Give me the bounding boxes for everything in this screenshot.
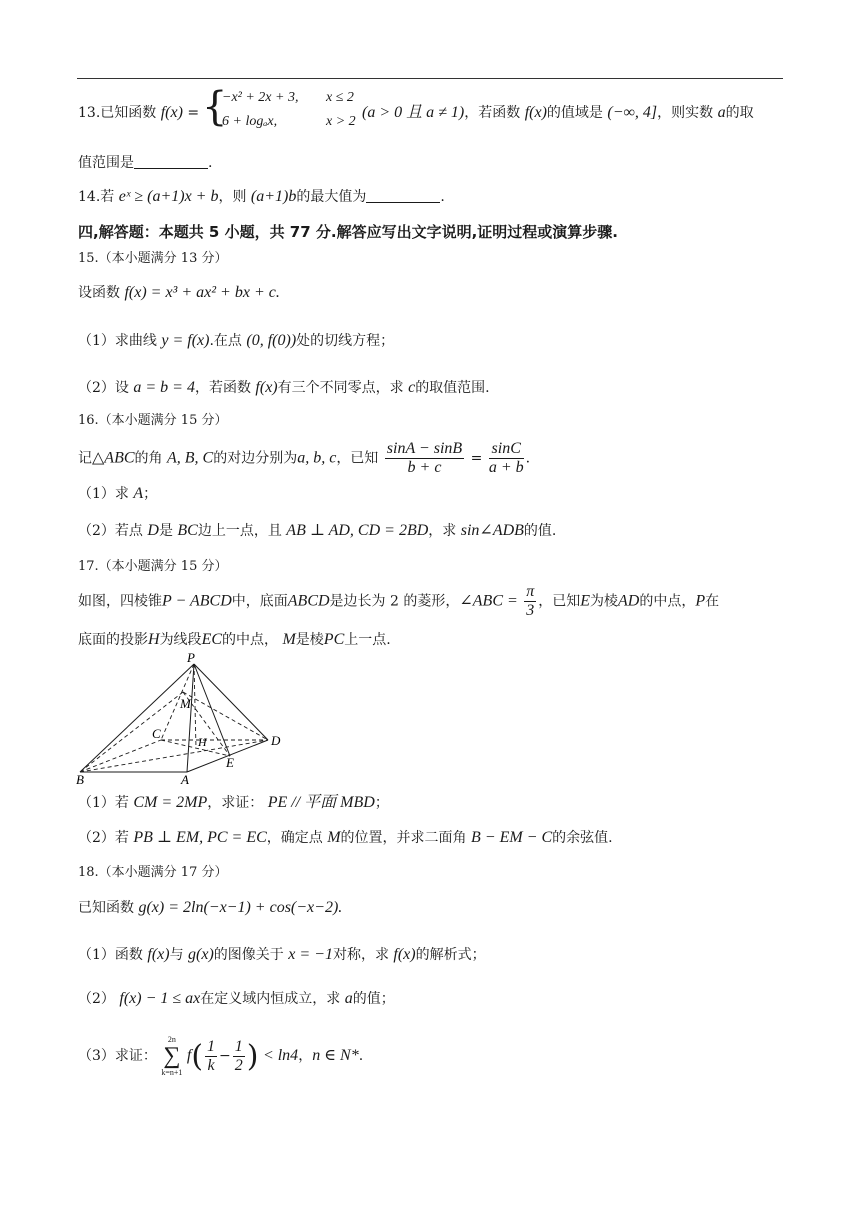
q15-p2-mid2: 有三个不同零点，求 [277, 380, 404, 396]
q15-stem-lead: 设函数 [78, 285, 120, 301]
q14-line [78, 187, 783, 207]
q14-tail: 的最大值为 [296, 189, 367, 205]
q17-stem-mid5: 的中点， [639, 593, 696, 610]
edge-PA [187, 664, 194, 772]
q18-stem-expr: g(x) = 2ln(−x−1) + cos(−x−2). [138, 899, 343, 916]
q17-three: 3 [526, 602, 535, 619]
q17-H: H [148, 631, 160, 648]
q16-stem-sides: a, b, c [297, 449, 337, 467]
q17-stem-angle: ∠ABC = [459, 592, 518, 610]
q13-a: a [717, 104, 726, 121]
q17-p2-lead: （2）若 [78, 830, 129, 846]
q16-head: 16.（本小题满分 15 分） [78, 413, 228, 428]
q13-lead: 13.已知函数 [78, 105, 157, 121]
sum-lower: k=n+1 [161, 1068, 183, 1077]
q16-part1 [78, 484, 783, 504]
q15-head: 15.（本小题满分 13 分） [78, 251, 228, 266]
q17-line2-mid2: 的中点， [222, 632, 279, 648]
q16-stem-lead: 记 [78, 450, 92, 467]
q17-stem-mid: 中，底面 [231, 593, 288, 610]
label-P: P [187, 652, 195, 665]
q16-stem-angles: A, B, C [166, 449, 214, 467]
q17-stem-line1 [78, 583, 783, 623]
q13-fx2: f(x) [524, 104, 547, 121]
sum-minus: − [219, 1048, 231, 1064]
q17-stem-base: ABCD [287, 592, 330, 610]
q14-lead: 14.若 [78, 189, 115, 205]
q16-eq: = [470, 450, 483, 467]
q15-p2-mid: ，若函数 [194, 380, 251, 396]
q16-frac1-num: sinA − sinB [386, 440, 463, 457]
q17-M: M [282, 631, 296, 648]
q15-p1-lead: （1）求曲线 [78, 333, 157, 349]
q16-p2-mid2: 边上一点，且 [197, 523, 282, 539]
q17-stem-mid3: ，已知 [538, 593, 581, 610]
q13-cont: 值范围是 [78, 155, 134, 171]
label-A: A [181, 772, 189, 786]
q18-end: . [358, 1048, 364, 1064]
q16-frac1 [385, 440, 464, 477]
q16-p2-mid: 是 [158, 523, 173, 539]
q13-eq: = [187, 105, 200, 121]
seg-MD [183, 692, 268, 740]
q18-p1-mid: 与 [169, 947, 184, 963]
q16-p2-tail: 的值. [523, 523, 557, 539]
q16-stem-tri: △ABC [92, 449, 135, 467]
q17-p1-tail: ； [374, 795, 389, 811]
q17-stem-AD: AD [618, 592, 640, 610]
q16-p1-tail: ； [143, 486, 158, 502]
q18-p3-lead: （3）求证： [78, 1048, 157, 1064]
frac-1-over-2 [233, 1038, 245, 1075]
q17-stem-P: P [695, 592, 706, 610]
n-cond: n ∈ N* [312, 1047, 359, 1064]
q16-frac2 [489, 440, 524, 477]
q18-p2-ineq: f(x) − 1 ≤ ax [119, 990, 201, 1007]
q18-p1-mid3: 对称，求 [332, 947, 389, 963]
q17-pi-over-3 [524, 583, 536, 620]
q15-p1-tail: 处的切线方程； [296, 333, 395, 349]
q17-p1-mid: ，求证： [207, 795, 264, 811]
q16-stem-mid3: ，已知 [336, 450, 379, 467]
label-D: D [271, 733, 281, 748]
q15-p1-curve: y = f(x) [161, 332, 210, 349]
q16-p1-lead: （1）求 [78, 486, 129, 502]
q15-p2-cond: a = b = 4 [133, 379, 195, 396]
q17-PC: PC [323, 631, 345, 648]
q15-p2-tail: 的取值范围. [415, 380, 490, 396]
label-C: C [152, 726, 161, 741]
q18-p2-tail: 的值； [352, 991, 395, 1007]
q13-tail2: 的取 [725, 105, 754, 121]
q16-stem [78, 440, 783, 480]
q16-stem-mid2: 的对边分别为 [213, 450, 298, 467]
summation [161, 1035, 182, 1077]
q16-frac1-den: b + c [407, 459, 442, 476]
q15-stem-expr: f(x) = x³ + ax² + bx + c. [124, 284, 280, 301]
label-M: M [180, 696, 191, 711]
q16-p2-D: D [147, 522, 159, 539]
q13-param-cond: (a > 0 且 a ≠ 1) [362, 104, 465, 121]
pyramid-figure [70, 652, 290, 786]
q13-line2 [78, 153, 783, 173]
frac-b-den: 2 [234, 1056, 243, 1074]
q13-piece1-cond: x ≤ 2 [326, 90, 354, 105]
frac-b-num: 1 [234, 1037, 243, 1055]
q13-range-text: 的值域是 [546, 105, 603, 121]
q18-p2-mid: 在定义域内恒成立，求 [200, 991, 341, 1007]
q15-part2 [78, 378, 783, 398]
q17-p2-cond: PB ⊥ EM, PC = EC [133, 829, 267, 846]
piecewise-brace: { [202, 84, 228, 130]
q14-ineq: eˣ ≥ (a+1)x + b [118, 188, 219, 205]
q17-p2-angle: B − EM − C [471, 829, 553, 846]
q17-stem-E: E [580, 592, 591, 610]
frac-a-num: 1 [207, 1037, 216, 1055]
q15-p1-mid: .在点 [209, 333, 242, 349]
q17-line2-lead: 底面的投影 [78, 632, 148, 648]
q17-p1-lead: （1）若 [78, 795, 129, 811]
q17-stem-mid4: 为棱 [590, 593, 619, 610]
q18-head: 18.（本小题满分 17 分） [78, 865, 228, 880]
q13-range-val: (−∞, 4] [607, 104, 658, 121]
label-E: E [226, 755, 234, 770]
q17-line2-mid3: 是棱 [295, 632, 324, 648]
label-H: H [198, 735, 207, 749]
q18-p1-mid2: 的图像关于 [213, 947, 284, 963]
q15-p2-c: c [408, 379, 416, 396]
q16-p2-BC: BC [177, 522, 198, 539]
q15-part1 [78, 331, 783, 351]
q14-end: . [440, 189, 445, 205]
q16-p2-mid3: ，求 [428, 523, 457, 539]
q16-p2-lead: （2）若点 [78, 523, 143, 539]
edge-BC [80, 740, 161, 772]
q17-line2-tail: 上一点. [344, 632, 391, 648]
q18-p1-f: f(x) [147, 946, 170, 963]
q18-part2 [78, 989, 783, 1009]
paren-right: ) [246, 1039, 259, 1074]
q17-stem-mid2: 是边长为 2 的菱形， [329, 593, 460, 610]
q13-piece1-expr: −x² + 2x + 3, [222, 90, 299, 105]
q13-piece2-expr: 6 + logₐx, [222, 114, 278, 129]
frac-1-over-k [205, 1038, 217, 1075]
q13-fx: f(x) [160, 104, 183, 121]
q15-p1-point: (0, f(0)) [246, 332, 297, 349]
q17-p2-tail: 的余弦值. [552, 830, 613, 846]
q13-piece2-cond: x > 2 [326, 114, 356, 129]
q17-stem-lead: 如图，四棱锥 [78, 593, 162, 610]
q16-frac2-num: sinC [489, 440, 524, 459]
seg-MB [80, 692, 183, 772]
q15-p2-fx: f(x) [255, 379, 278, 396]
paren-left: ( [191, 1039, 204, 1074]
seg-PH [194, 664, 196, 748]
q18-p1-tail: 的解析式； [415, 947, 486, 963]
q16-p2-expr: sin∠ADB [460, 522, 524, 539]
q13-answer-blank[interactable] [134, 156, 208, 169]
q13-line1-rest [362, 103, 783, 123]
q17-line2-mid: 为线段 [159, 632, 202, 648]
q17-stem-pyr: P − ABCD [162, 592, 232, 610]
q18-part1 [78, 945, 783, 965]
sum-f: f [186, 1047, 192, 1064]
q16-end: . [525, 450, 531, 467]
sigma-symbol: ∑ [163, 1043, 181, 1069]
q18-p2-a: a [344, 990, 353, 1007]
q17-p1-concl: PE // 平面 MBD [267, 794, 375, 811]
q17-p1-cond: CM = 2MP [133, 794, 208, 811]
q17-pi: π [526, 583, 535, 600]
header-rule [77, 78, 783, 79]
q16-stem-mid: 的角 [134, 450, 163, 467]
q13-mid: ，若函数 [464, 105, 521, 121]
q17-head: 17.（本小题满分 15 分） [78, 559, 228, 574]
sep: ， [298, 1048, 313, 1064]
q15-stem [78, 283, 783, 303]
q17-EC: EC [201, 631, 223, 648]
q15-p2-lead: （2）设 [78, 380, 129, 396]
q17-stem-line2 [78, 630, 783, 650]
q18-p1-axis: x = −1 [288, 946, 333, 963]
q14-expr: (a+1)b [250, 188, 297, 205]
q18-stem-lead: 已知函数 [78, 900, 134, 916]
q17-p2-mid2: 的位置，并求二面角 [340, 830, 467, 846]
q18-stem [78, 898, 783, 918]
section4-heading: 四,解答题：本题共 5 小题，共 77 分.解答应写出文字说明,证明过程或演算步骤. [78, 223, 618, 241]
frac-a-den: k [207, 1056, 215, 1074]
q14-answer-blank[interactable] [366, 190, 440, 203]
q18-p1-lead: （1）函数 [78, 947, 143, 963]
edge-PD [194, 664, 268, 740]
q18-p1-g: g(x) [188, 946, 214, 963]
ineq-tail: < ln4 [262, 1047, 299, 1064]
label-B: B [76, 772, 84, 786]
q18-p2-lead: （2） [78, 991, 115, 1007]
q14-mid: ，则 [218, 189, 247, 205]
q18-p1-f2: f(x) [393, 946, 416, 963]
q16-frac2-den: a + b [488, 459, 524, 476]
q16-p1-A: A [133, 485, 144, 502]
q17-part2 [78, 828, 783, 848]
q13-end: . [208, 155, 213, 171]
q13-tail: ，则实数 [657, 105, 714, 121]
q17-p2-M: M [327, 829, 341, 846]
q18-part3 [78, 1035, 783, 1081]
q16-p2-cond: AB ⊥ AD, CD = 2BD [286, 522, 429, 539]
sum-upper: 2n [167, 1035, 176, 1044]
q17-part1 [78, 793, 783, 813]
q17-stem-tail: 在 [705, 593, 720, 610]
q16-part2 [78, 521, 783, 541]
q17-p2-mid: ，确定点 [266, 830, 323, 846]
